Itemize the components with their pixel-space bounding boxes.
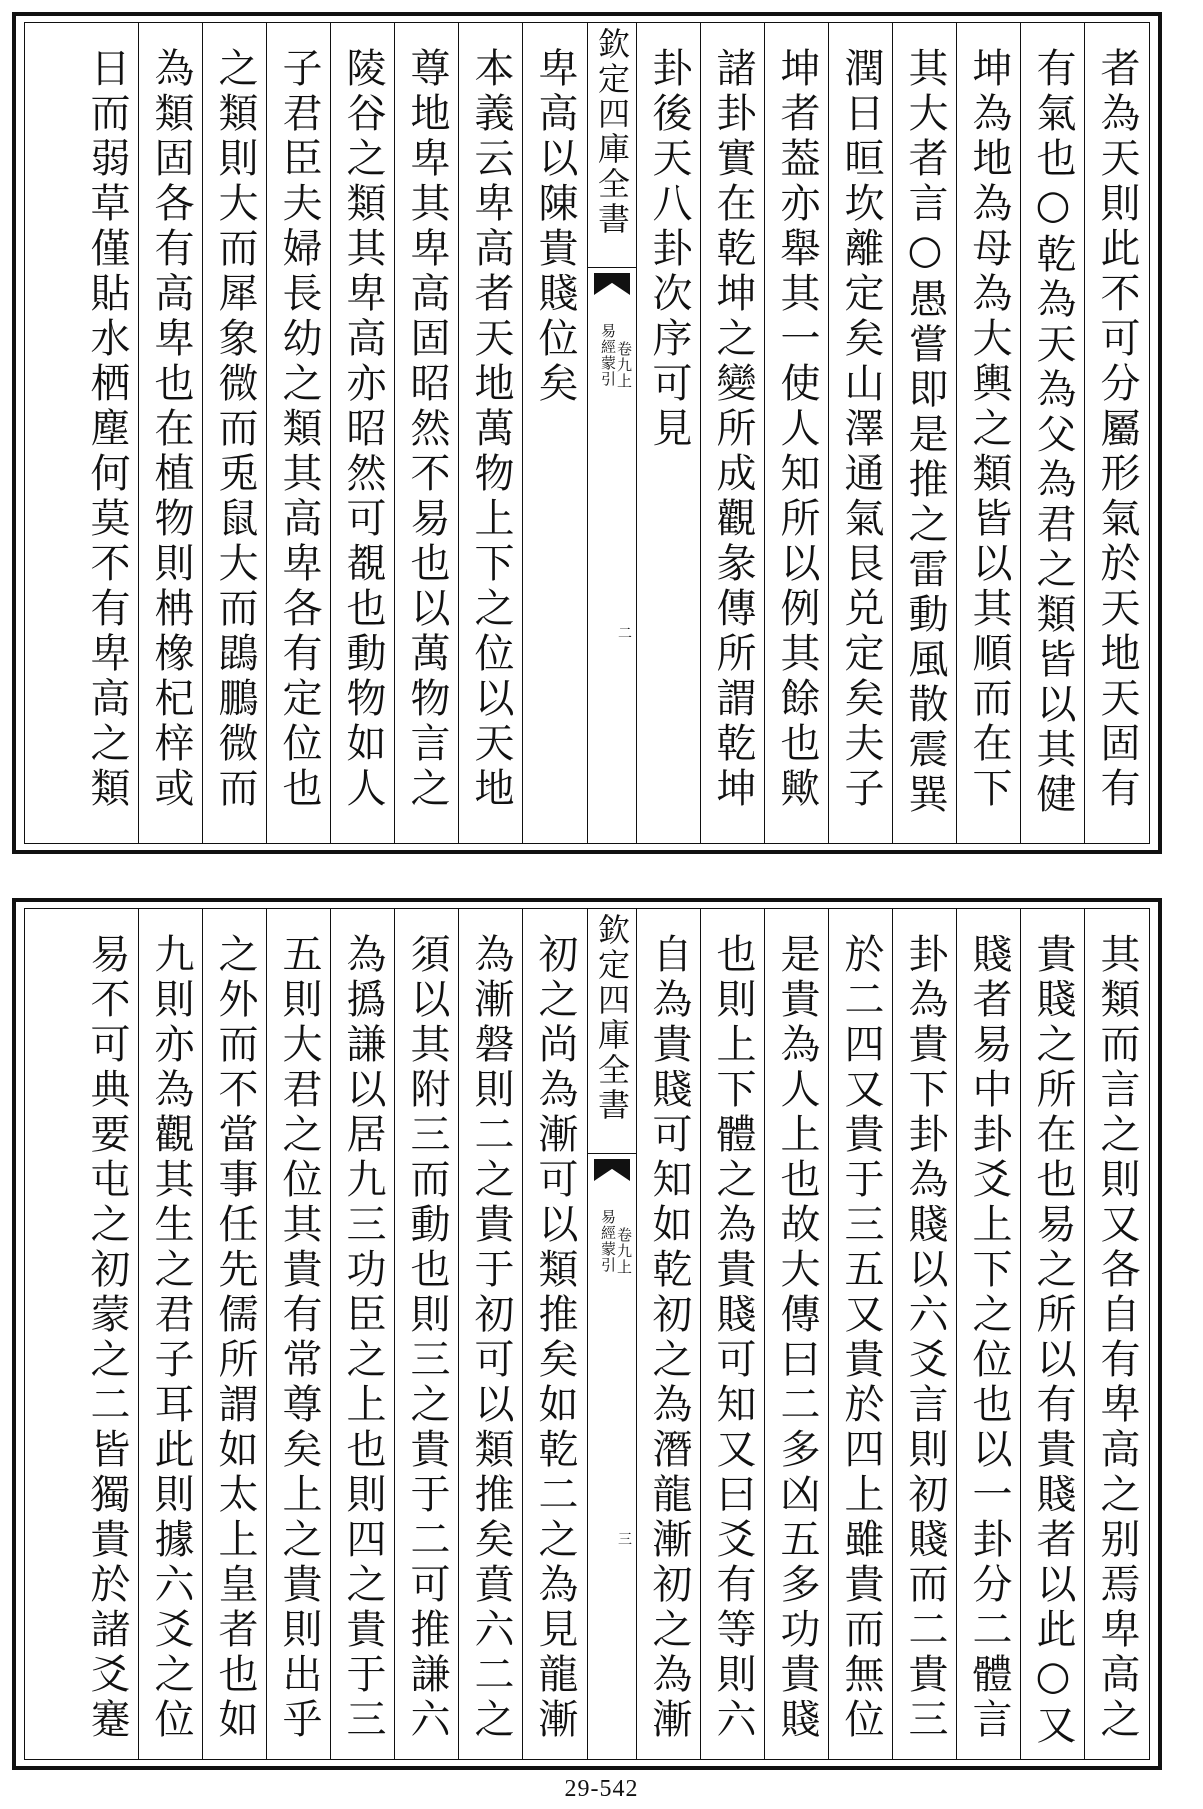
text-column: 於二四又貴于三五又貴於四上雖貴而無位 xyxy=(838,933,884,1743)
text-column: 易不可典要屯之初蒙之二皆獨貴於諸爻蹇 xyxy=(84,933,130,1743)
text-column: 其類而言之則又各自有卑高之别焉卑高之 xyxy=(1094,933,1140,1743)
text-column: 卑高以陳貴賤位矣 xyxy=(532,47,578,407)
juan-number: 卷九上 xyxy=(615,1227,633,1275)
work-title: 易經蒙引 xyxy=(599,323,617,387)
lower-page xyxy=(12,898,1162,1770)
text-column: 是貴為人上也故大傳曰二多凶五多功貴賤 xyxy=(774,933,820,1743)
book-title: 欽定四庫全書 xyxy=(588,913,636,1154)
text-column: 賤者易中卦爻上下之位也以一卦分二體言 xyxy=(966,933,1012,1743)
text-column: 陵谷之類其卑高亦昭然可覩也動物如人 xyxy=(340,47,386,812)
page-number: 29-542 xyxy=(564,1776,639,1802)
text-column: 潤日晅坎離定矣山澤通氣艮兑定矣夫子 xyxy=(838,47,884,812)
text-column: 須以其附三而動也則三之貴于二可推謙六 xyxy=(404,933,450,1743)
folio-number: 二 xyxy=(618,626,632,642)
text-column: 貴賤之所在也易之所以有貴賤者以此○又 xyxy=(1030,933,1076,1749)
text-column: 子君臣夫婦長幼之類其高卑各有定位也 xyxy=(276,47,322,812)
folio-number: 三 xyxy=(618,1532,632,1548)
text-column: 也則上下體之為貴賤可知又曰爻有等則六 xyxy=(710,933,756,1743)
text-column: 卦後天八卦次序可見 xyxy=(646,47,692,452)
lower-page-frame xyxy=(24,908,1150,1760)
book-title: 欽定四庫全書 xyxy=(588,27,636,268)
text-column: 諸卦實在乾坤之變所成觀彖傳所謂乾坤 xyxy=(710,47,756,812)
center-fold xyxy=(587,909,637,1759)
upper-page xyxy=(12,12,1162,854)
text-column: 尊地卑其卑高固昭然不易也以萬物言之 xyxy=(404,47,450,812)
center-fold xyxy=(587,23,637,843)
fishtail-mark xyxy=(594,273,630,295)
text-column: 坤為地為母為大輿之類皆以其順而在下 xyxy=(966,47,1012,812)
text-column: 之類則大而犀象微而兎鼠大而鵾鵬微而 xyxy=(212,47,258,812)
text-column: 初之尚為漸可以類推矣如乾二之為見龍漸 xyxy=(532,933,578,1743)
text-column: 卦為貴下卦為賤以六爻言則初賤而二貴三 xyxy=(902,933,948,1743)
upper-page-frame xyxy=(24,22,1150,844)
text-column: 坤者葢亦舉其一使人知所以例其餘也歟 xyxy=(774,47,820,812)
text-column: 者為天則此不可分屬形氣於天地天固有 xyxy=(1094,47,1140,812)
text-column: 有氣也○乾為天為父為君之類皆以其健 xyxy=(1030,47,1076,818)
text-column: 為漸磐則二之貴于初可以類推矣賁六二之 xyxy=(468,933,514,1743)
fishtail-mark xyxy=(594,1159,630,1181)
text-column: 九則亦為觀其生之君子耳此則據六爻之位 xyxy=(148,933,194,1743)
juan-number: 卷九上 xyxy=(615,341,633,389)
work-title: 易經蒙引 xyxy=(599,1209,617,1273)
text-column: 自為貴賤可知如乾初之為潛龍漸初之為漸 xyxy=(646,933,692,1743)
text-column: 為類固各有高卑也在植物則柟橡杞梓或 xyxy=(148,47,194,812)
text-column: 日而弱草僅貼水栖塵何莫不有卑高之類 xyxy=(84,47,130,812)
text-column: 五則大君之位其貴有常尊矣上之貴則出乎 xyxy=(276,933,322,1743)
text-column: 之外而不當事任先儒所謂如太上皇者也如 xyxy=(212,933,258,1743)
text-column: 為撝謙以居九三功臣之上也則四之貴于三 xyxy=(340,933,386,1743)
text-column: 其大者言○愚嘗即是推之雷動風散震巽 xyxy=(902,47,948,818)
text-column: 本義云卑高者天地萬物上下之位以天地 xyxy=(468,47,514,812)
